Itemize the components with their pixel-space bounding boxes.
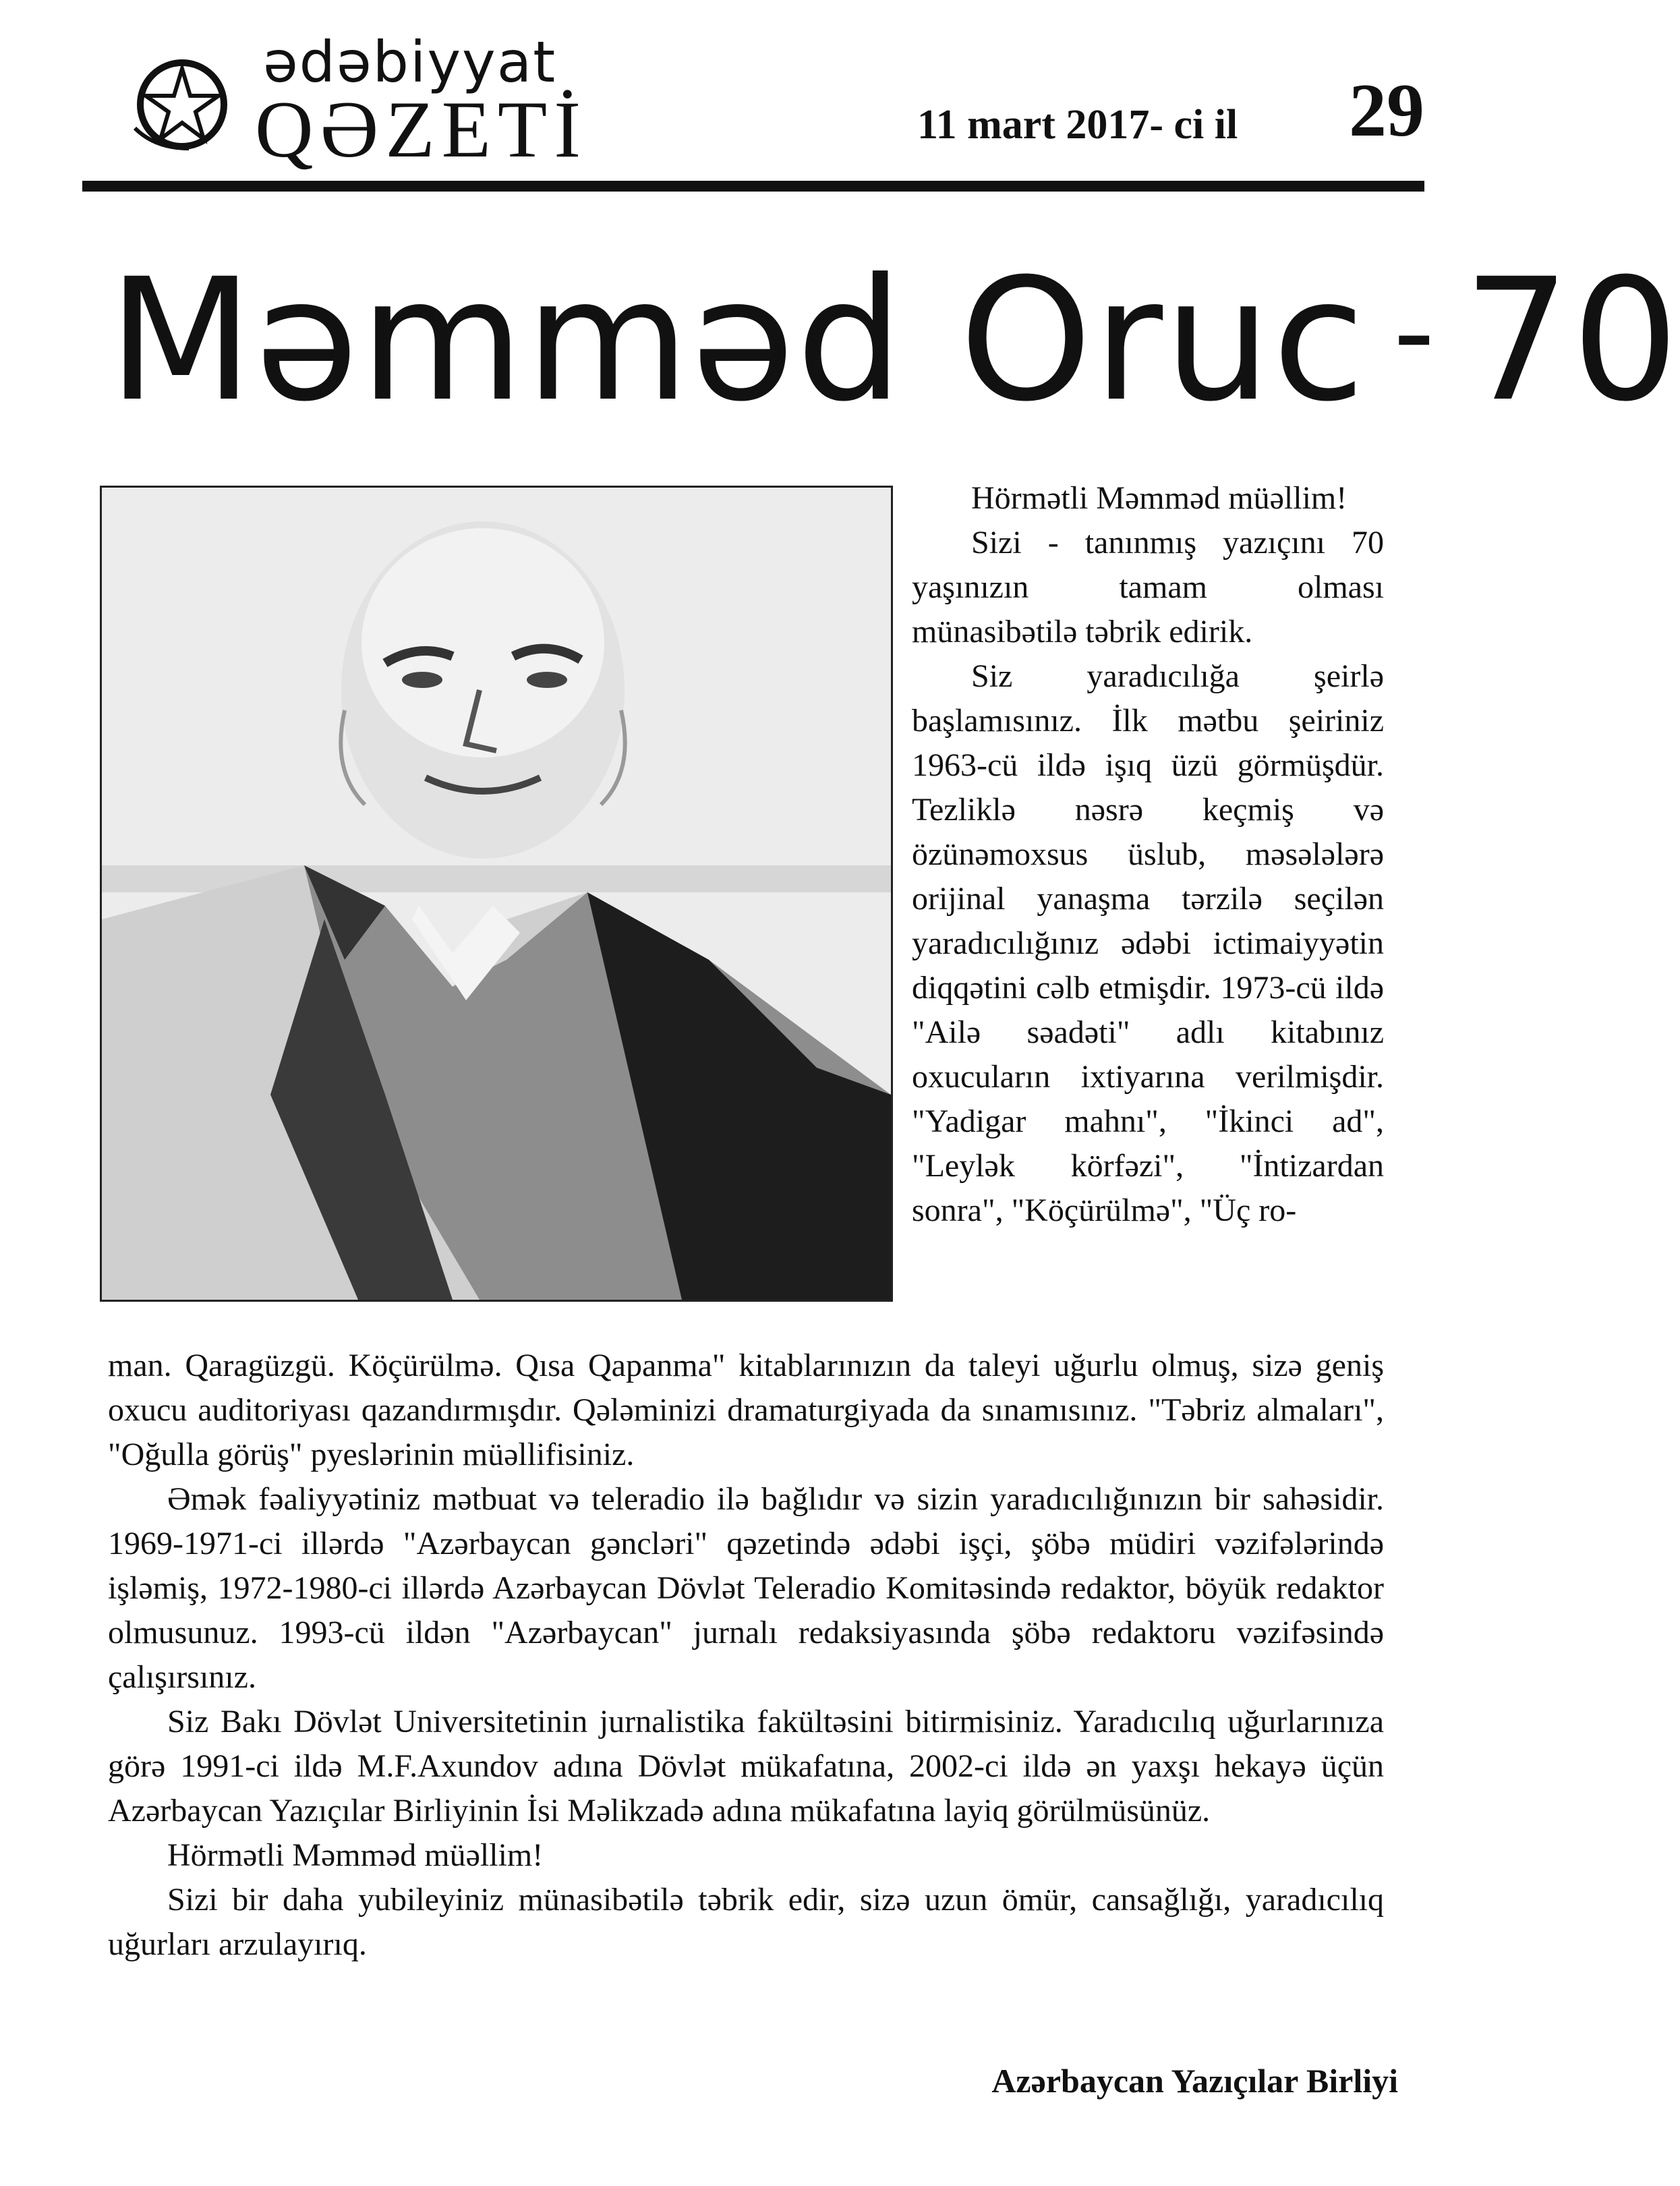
star-emblem-icon xyxy=(128,54,243,155)
paragraph-6: Sizi bir daha yubileyiniz münasibətilə təbrik edir, sizə uzun ömür, cansağlığı, yaradıcılıq uğurları arzulayırıq. xyxy=(108,1882,1384,1962)
page-number: 29 xyxy=(1349,69,1424,152)
paragraph-5: Hörmətli Məmməd müəllim! xyxy=(167,1837,544,1873)
portrait-illustration xyxy=(102,488,891,1300)
greeting: Hörmətli Məmməd müəllim! xyxy=(971,480,1348,516)
title-name: Məmməd Oruc xyxy=(108,242,1366,438)
issue-date: 11 mart 2017- ci il xyxy=(917,102,1238,148)
logo-line1: ədəbiyyat xyxy=(263,29,557,95)
masthead xyxy=(101,27,614,174)
paragraph-2-rest: man. Qaragüzgü. Köçürülmə. Qısa Qapanma" kitablarınızın da taleyi uğurlu olmuş, sizə geniş oxucu auditoriyası qazandırmışdır. Qələminizi dramaturgiyada da sınamısınız. "Təbriz almaları", "Oğulla görüş" pyeslərinin müəllifisiniz. xyxy=(108,1348,1384,1472)
article-title xyxy=(108,242,1680,438)
paragraph-2-lead: Siz yaradıcılığa şeirlə başlamısınız. İlk mətbu şeiriniz 1963-cü ildə işıq üzü görmüşdür. Tezliklə nəsrə keçmiş və özünəmoxsus üslub, məsələlərə orijinal yanaşma tərzilə seçilən yaradıcılığınız ədəbi ictimaiyyətin diqqətini cəlb etmişdir. 1973-cü ildə "Ailə səadəti" adlı kitabınız oxucuların ixtiyarına verilmişdir. "Yadigar mahnı", "İkinci ad", "Leylək körfəzi", "İntizardan sonra", "Köçürülmə", "Üç ro- xyxy=(912,658,1384,1228)
portrait-photo xyxy=(100,486,893,1302)
paragraph-4: Siz Bakı Dövlət Universitetinin jurnalistika fakültəsini bitirmisiniz. Yaradıcılıq uğurlarınıza görə 1991-ci ildə M.F.Axundov adına Dövlət mükafatına, 2002-ci ildə ən yaxşı hekayə üçün Azərbaycan Yazıçılar Birliyinin İsi Məlikzadə adına mükafatına layiq görülmüsünüz. xyxy=(108,1704,1384,1829)
paragraph-3: Əmək fəaliyyətiniz mətbuat və teleradio ilə bağlıdır və sizin yaradıcılığınızın bir sahəsidir. 1969-1971-ci illərdə "Azərbaycan gəncləri" qəzetində ədəbi işçi, şöbə müdiri vəzifələrində işləmiş, 1972-1980-ci illərdə Azərbaycan Dövlət Teleradio Komitəsində redaktor, böyük redaktor olmusunuz. 1993-cü ildən "Azərbaycan" jurnalı redaksiyasında şöbə redaktoru vəzifəsində çalışırsınız. xyxy=(108,1481,1384,1695)
article-column-right xyxy=(912,476,1384,1233)
title-age: 70 xyxy=(1463,242,1680,438)
signature: Azərbaycan Yazıçılar Birliyi xyxy=(991,2062,1398,2100)
header-rule xyxy=(82,181,1424,192)
title-separator: - xyxy=(1393,266,1437,399)
logo-line2: QƏZETİ xyxy=(255,84,588,174)
paragraph-1: Sizi - tanınmış yazıçını 70 yaşınızın tamam olması münasibətilə təbrik edirik. xyxy=(912,525,1384,650)
article-body xyxy=(108,1344,1384,1967)
